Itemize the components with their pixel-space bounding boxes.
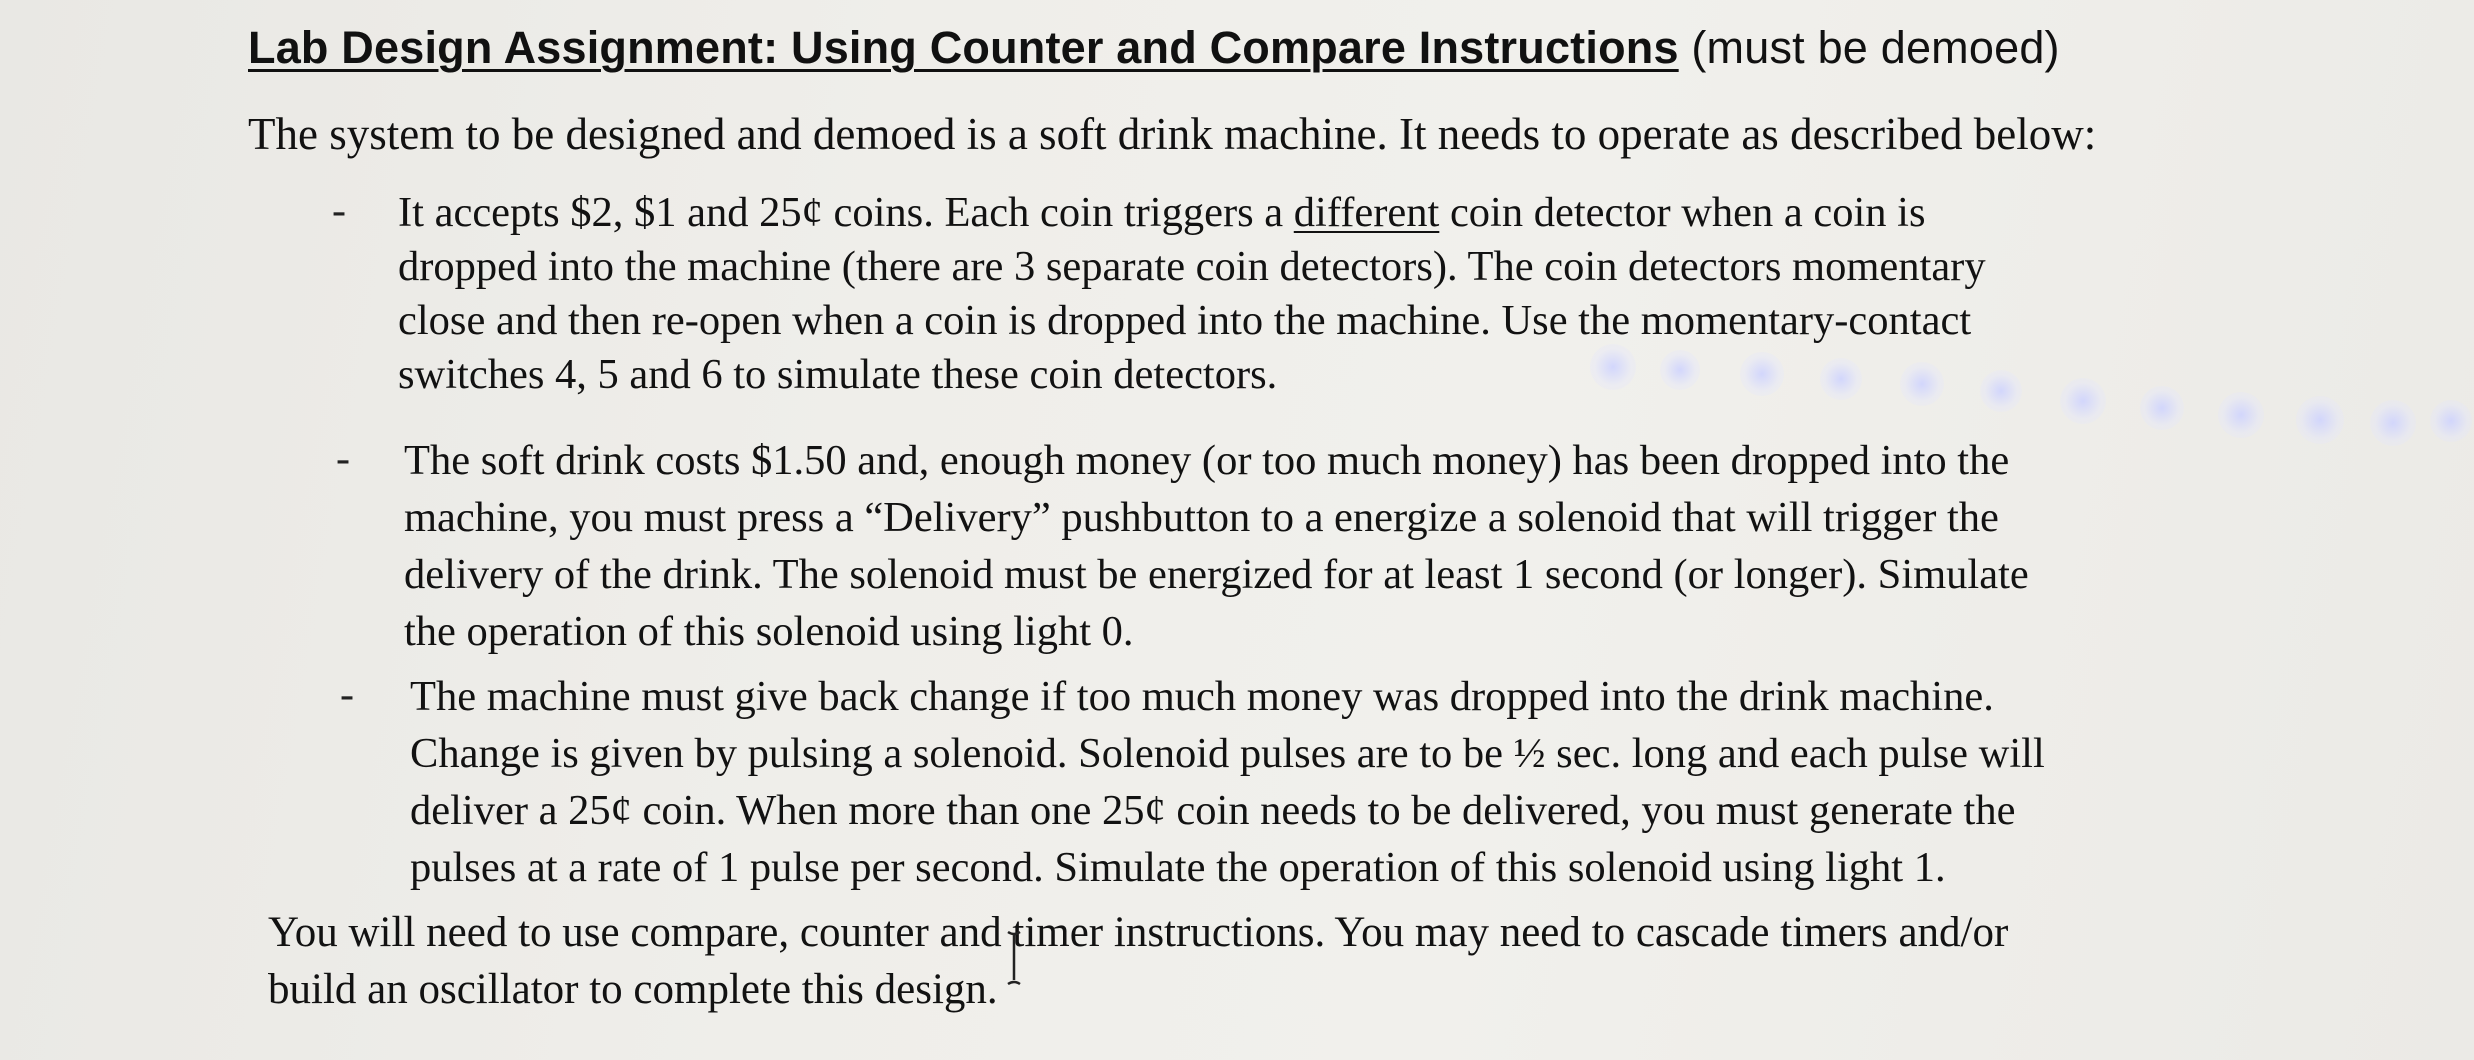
assignment-title-suffix: (must be demoed)	[1678, 22, 2060, 73]
bullet-dash: -	[336, 436, 350, 482]
item-line: close and then re-open when a coin is dropped into the machine. Use the momentary-contact	[398, 297, 1972, 344]
item-line: The soft drink costs $1.50 and, enough money (or too much money) has been dropped into the	[404, 437, 2010, 484]
assignment-title	[248, 22, 2060, 74]
item-line: the operation of this solenoid using light 0.	[404, 608, 1134, 655]
list-item	[404, 432, 2029, 660]
list-item	[398, 184, 1986, 403]
emphasis-underlined: different	[1293, 189, 1440, 236]
item-line: Change is given by pulsing a solenoid. Solenoid pulses are to be ½ sec. long and each pulse will	[410, 730, 2045, 777]
bullet-dash: -	[340, 672, 354, 718]
text-cursor-icon	[1004, 930, 1024, 986]
item-line: switches 4, 5 and 6 to simulate these coin detectors.	[398, 351, 1278, 398]
item-line: pulses at a rate of 1 pulse per second. Simulate the operation of this solenoid using light 1.	[410, 844, 1946, 891]
item-line: dropped into the machine (there are 3 separate coin detectors). The coin detectors momentary	[398, 243, 1986, 290]
list-item	[410, 668, 2045, 896]
item-line: It accepts $2, $1 and 25¢ coins. Each coin triggers a different coin detector when a coin is	[398, 189, 1926, 236]
closing-line: build an oscillator to complete this design.	[268, 966, 998, 1013]
closing-paragraph	[268, 904, 2008, 1018]
closing-line: You will need to use compare, counter and timer instructions. You may need to cascade timers and/or	[268, 909, 2009, 956]
item-line: The machine must give back change if too much money was dropped into the drink machine.	[410, 673, 1994, 720]
item-line: machine, you must press a “Delivery” pushbutton to a energize a solenoid that will trigger the	[404, 494, 1999, 541]
bullet-dash: -	[332, 188, 346, 234]
item-line: deliver a 25¢ coin. When more than one 25¢ coin needs to be delivered, you must generate the	[410, 787, 2016, 834]
assignment-title-main: Lab Design Assignment: Using Counter and Compare Instructions	[248, 22, 1679, 73]
item-line: delivery of the drink. The solenoid must be energized for at least 1 second (or longer). Simulate	[404, 551, 2029, 598]
intro-paragraph: The system to be designed and demoed is a soft drink machine. It needs to operate as described below:	[248, 109, 2097, 159]
